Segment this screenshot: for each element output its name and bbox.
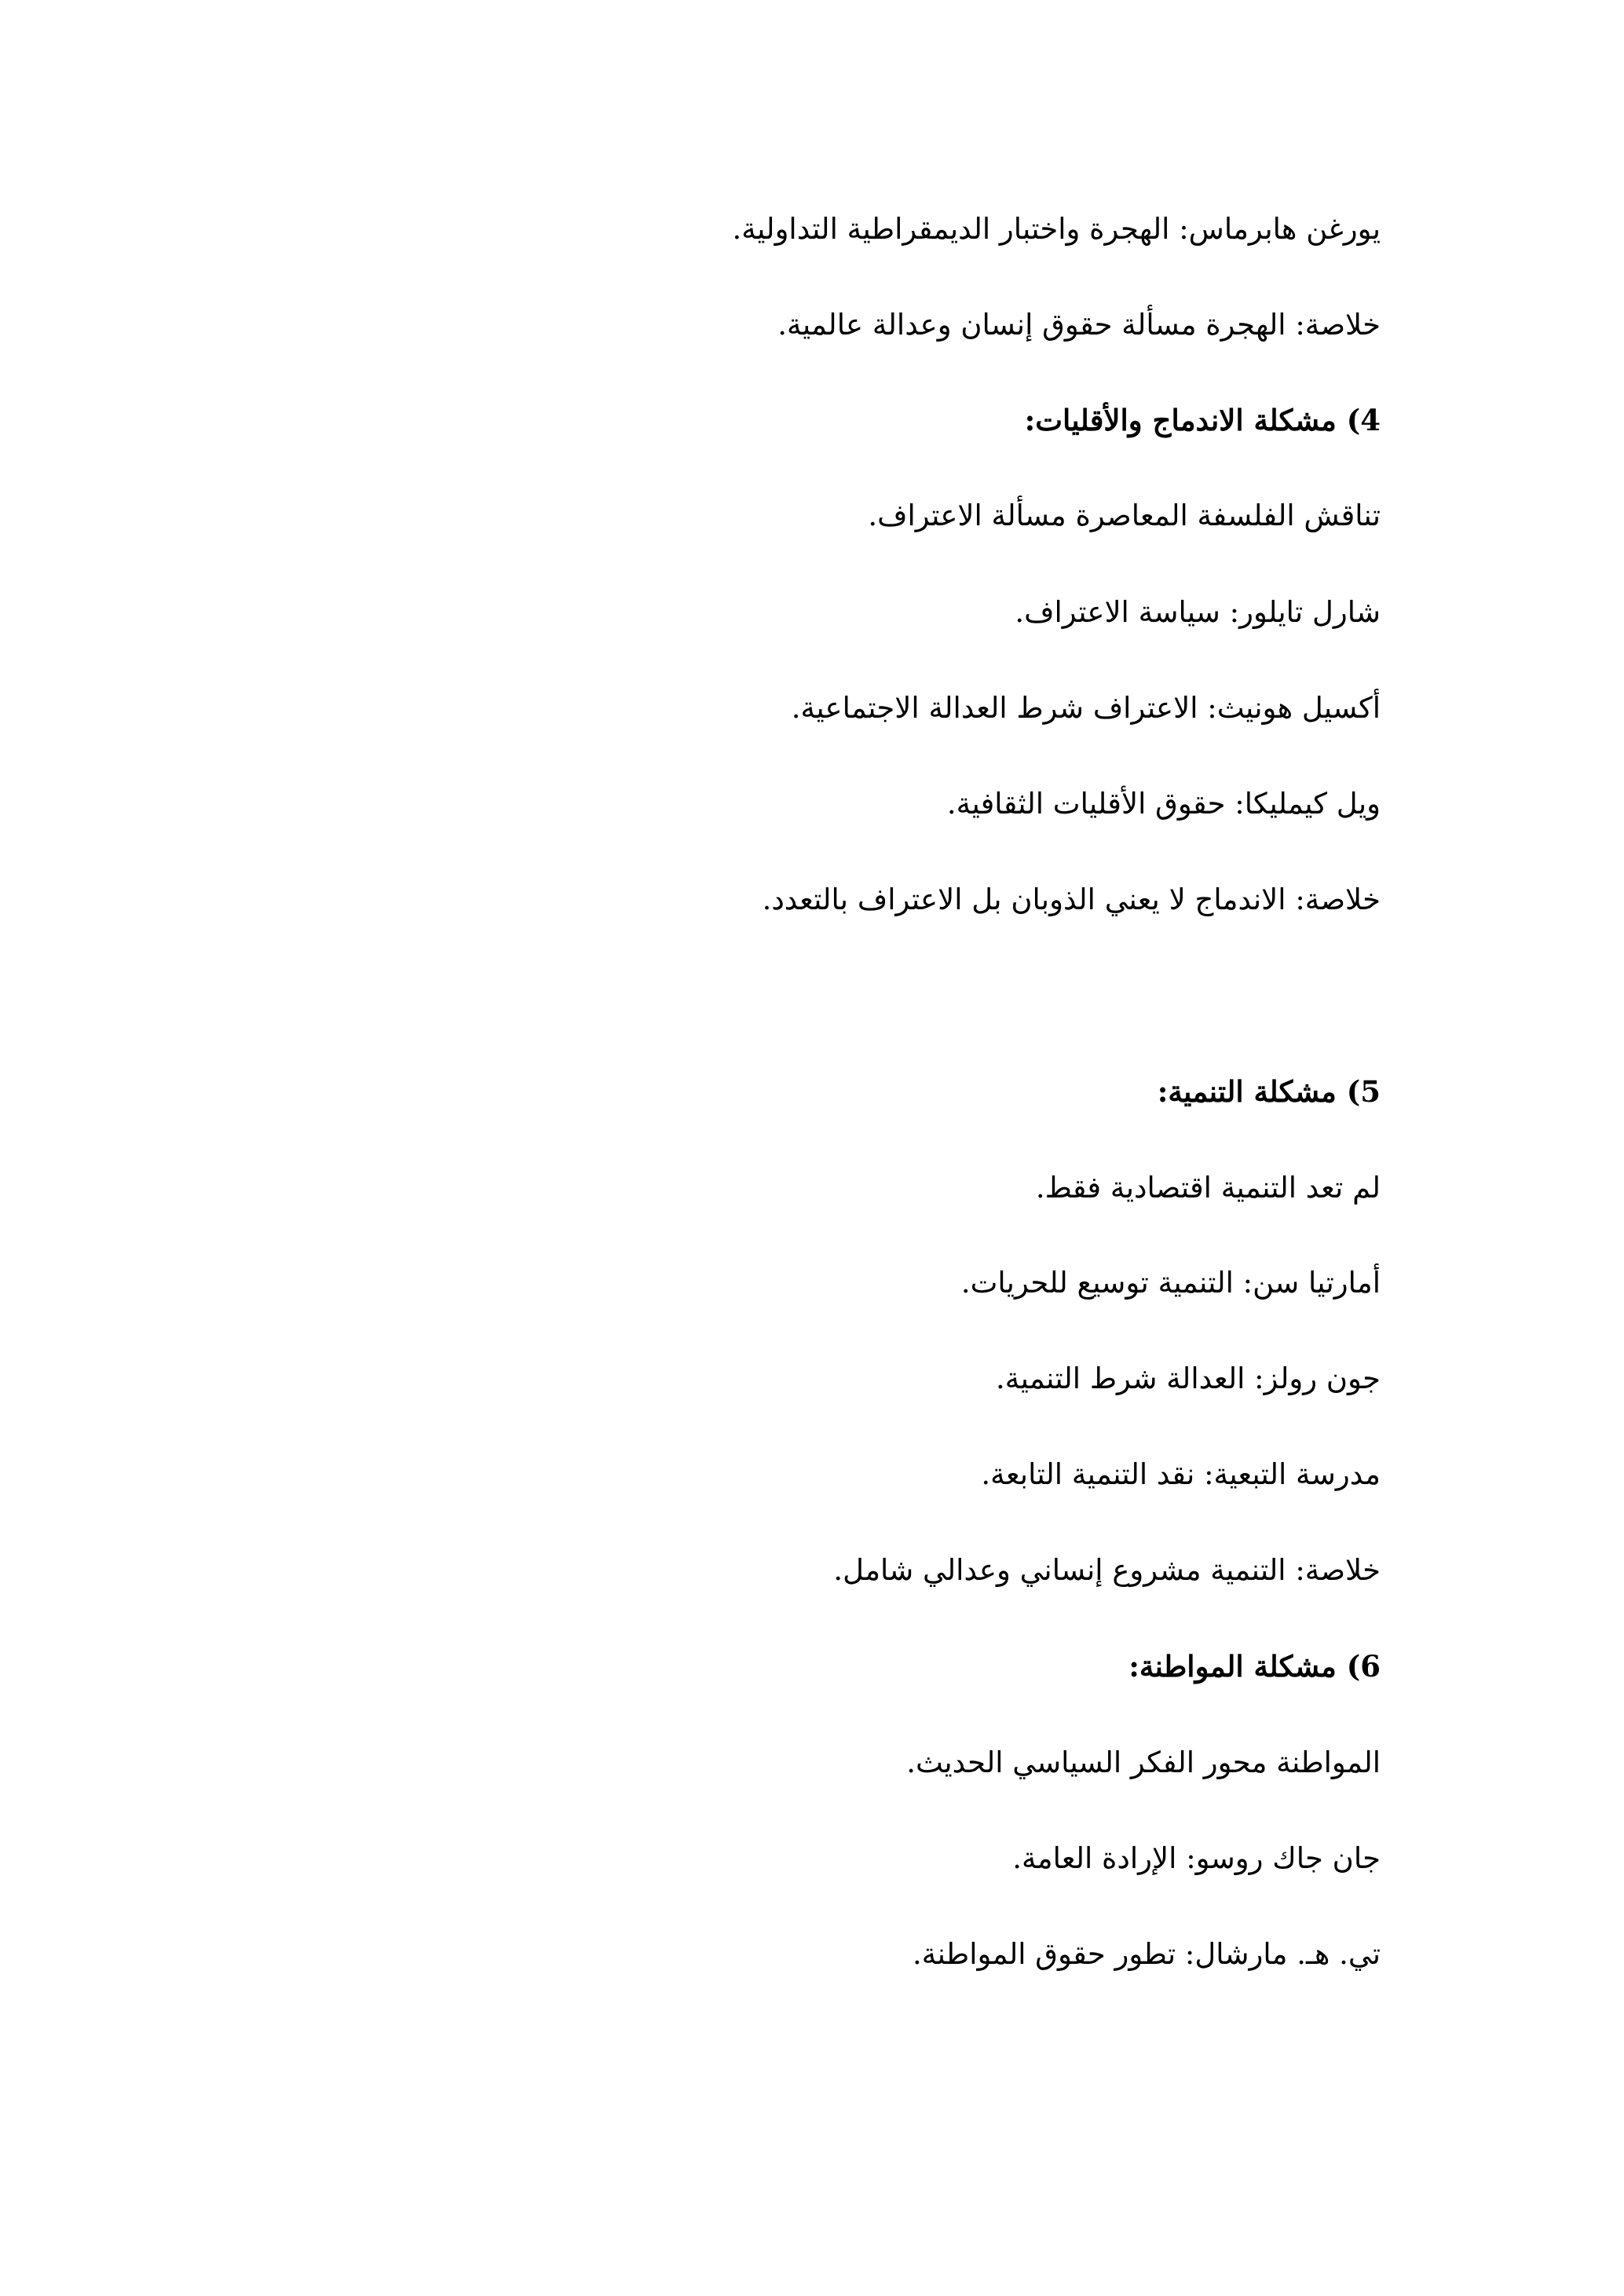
- text-line-recognition-intro: تناقش الفلسفة المعاصرة مسألة الاعتراف.: [868, 499, 1381, 532]
- text-line-marshall: تي. هـ. مارشال: تطور حقوق المواطنة.: [913, 1937, 1381, 1971]
- text-line-sen: أمارتيا سن: التنمية توسيع للحريات.: [960, 1266, 1381, 1300]
- text-line-development-intro: لم تعد التنمية اقتصادية فقط.: [1035, 1171, 1381, 1205]
- text-line-taylor: شارل تايلور: سياسة الاعتراف.: [1015, 595, 1381, 629]
- section-heading-development: 5) مشكلة التنمية:: [1157, 1074, 1381, 1109]
- text-line-development-summary: خلاصة: التنمية مشروع إنساني وعدالي شامل.: [833, 1553, 1381, 1587]
- text-line-kymlicka: ويل كيمليكا: حقوق الأقليات الثقافية.: [946, 787, 1381, 821]
- text-line-habermas: يورغن هابرماس: الهجرة واختبار الديمقراطية التداولية.: [732, 212, 1381, 246]
- text-line-dependency-school: مدرسة التبعية: نقد التنمية التابعة.: [981, 1457, 1381, 1491]
- text-line-rousseau: جان جاك روسو: الإرادة العامة.: [1012, 1841, 1381, 1875]
- text-line-citizenship-intro: المواطنة محور الفكر السياسي الحديث.: [906, 1746, 1381, 1779]
- text-line-rawls: جون رولز: العدالة شرط التنمية.: [996, 1362, 1381, 1395]
- text-line-integration-summary: خلاصة: الاندماج لا يعني الذوبان بل الاعتراف بالتعدد.: [762, 883, 1381, 916]
- text-line-migration-summary: خلاصة: الهجرة مسألة حقوق إنسان وعدالة عالمية.: [777, 308, 1381, 342]
- section-heading-integration: 4) مشكلة الاندماج والأقليات:: [1024, 403, 1381, 437]
- section-heading-citizenship: 6) مشكلة المواطنة:: [1128, 1649, 1381, 1684]
- text-line-honneth: أكسيل هونيث: الاعتراف شرط العدالة الاجتماعية.: [791, 691, 1381, 725]
